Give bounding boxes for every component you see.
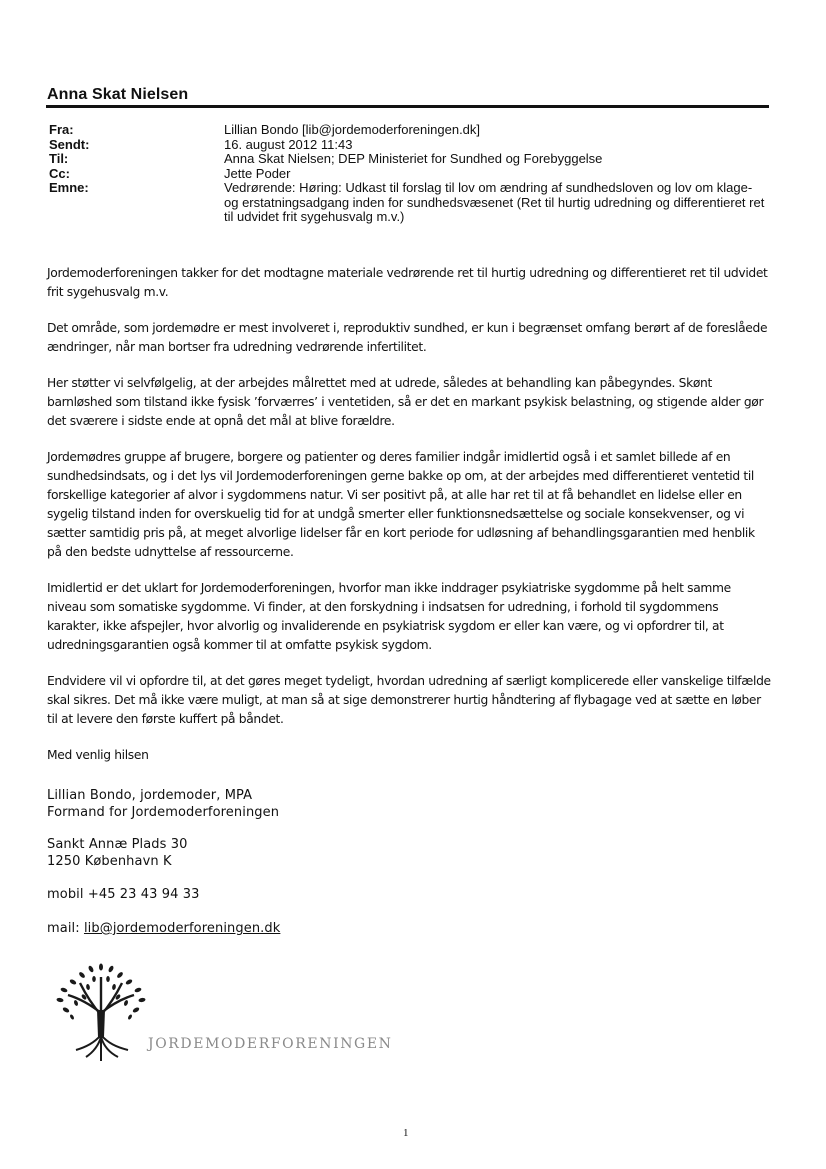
body-paragraph-4: Jordemødres gruppe af brugere, borgere og patienter og deres familier indgår imidlertid også i et samlet billede af en sundhedsindsats, og i det lys vil Jordemoderforeningen gerne bakke op om, at der arbejdes med differentieret ventetid til forskellige kategorier af alvor i sygdommens natur. Vi ser positivt på, at alle har ret til at få behandlet en lidelse eller en sygelig tilstand inden for overskuelig tid for at undgå smerter eller funktionsnedsættelse og sociale konsekvenser, og vi sætter samtidig pris på, at meget alvorlige lidelser får en kort periode for udløsning af behandlingsgarantien med henblik på den bedste udnyttelse af ressourcerne. [47,450,755,559]
subject-value: Vedrørende: Høring: Udkast til forslag til lov om ændring af sundhedsloven og lov om klage- og erstatningsadgang inden for sundhedsvæsenet (Ret til hurtig udredning og differentieret ret til udvidet frit sygehusvalg m.v.) [224,180,765,224]
body-paragraph-1: Jordemoderforeningen takker for det modtagne materiale vedrørende ret til hurtig udredning og differentieret ret til udvidet frit sygehusvalg m.v. [47,266,768,299]
signature-title: Formand for Jordemoderforeningen [47,805,280,820]
sender-name-heading: Anna Skat Nielsen [47,86,189,103]
from-row [49,123,769,138]
mail-label: mail: [47,921,84,936]
signature-mobile: mobil +45 23 43 94 33 [47,887,200,902]
closing-line: Med venlig hilsen [47,748,149,762]
address-street: Sankt Annæ Plads 30 [47,837,188,852]
address-city: 1250 København K [47,854,172,869]
email-header-fields [49,123,769,225]
signature-address-block [47,836,188,870]
mail-link[interactable]: lib@jordemoderforeningen.dk [83,921,281,936]
email-body [47,264,771,782]
sent-row [49,138,769,153]
body-paragraph-5: Imidlertid er det uklart for Jordemoderforeningen, hvorfor man ikke inddrager psykiatriske sygdomme på helt samme niveau som somatiske sygdomme. Vi finder, at den forskydning i indsatsen for udredning, i forhold til sygdommens karakter, ikke afspejler, hvor alvorlig og invaliderende en psykiatrisk sygdom er eller kan være, og vi opfordrer til, at udredningsgarantien også kommer til at omfatte psykisk sygdom. [47,581,731,652]
cc-row [49,167,769,182]
to-value: Anna Skat Nielsen; DEP Ministeriet for Sundhed og Forebyggelse [224,151,603,166]
from-label: Fra: [49,122,74,137]
logo-wordmark: JORDEMODERFORENINGEN [148,1036,393,1052]
signature-name: Lillian Bondo, jordemoder, MPA [47,788,253,803]
signature-mail [47,920,280,937]
subject-row [49,181,769,225]
header-rule [46,105,769,108]
body-paragraph-6: Endvidere vil vi opfordre til, at det gøres meget tydeligt, hvordan udredning af særligt komplicerede eller vanskelige tilfælde skal sikres. Det må ikke være muligt, at man så at sige demonstrerer hurtig håndtering af flybagage ved at sætte en løber til at levere den første kuffert på båndet. [47,674,771,726]
to-label: Til: [49,151,69,166]
body-paragraph-2: Det område, som jordemødre er mest involveret i, reproduktiv sundhed, er kun i begrænset omfang berørt af de foreslåede ændringer, når man bortser fra udredning vedrørende infertilitet. [47,321,768,354]
body-paragraph-3: Her støtter vi selvfølgelig, at der arbejdes målrettet med at udrede, således at behandling kan påbegyndes. Skønt barnløshed som tilstand ikke fysisk ’forværres’ i ventetiden, så er det en markant psykisk belastning, og stigende alder gør det sværere i sidste ende at opnå det mål at blive forældre. [47,376,764,428]
signature-name-block [47,787,279,821]
sent-label: Sendt: [49,136,90,152]
cc-label: Cc: [49,165,70,181]
tree-logo-icon [46,955,156,1065]
cc-value: Jette Poder [224,165,291,181]
sent-value: 16. august 2012 11:43 [224,136,353,152]
subject-label: Emne: [49,180,89,195]
from-value: Lillian Bondo [lib@jordemoderforeningen.dk] [224,122,481,137]
to-row [49,152,769,167]
page-number: 1 [403,1127,409,1139]
